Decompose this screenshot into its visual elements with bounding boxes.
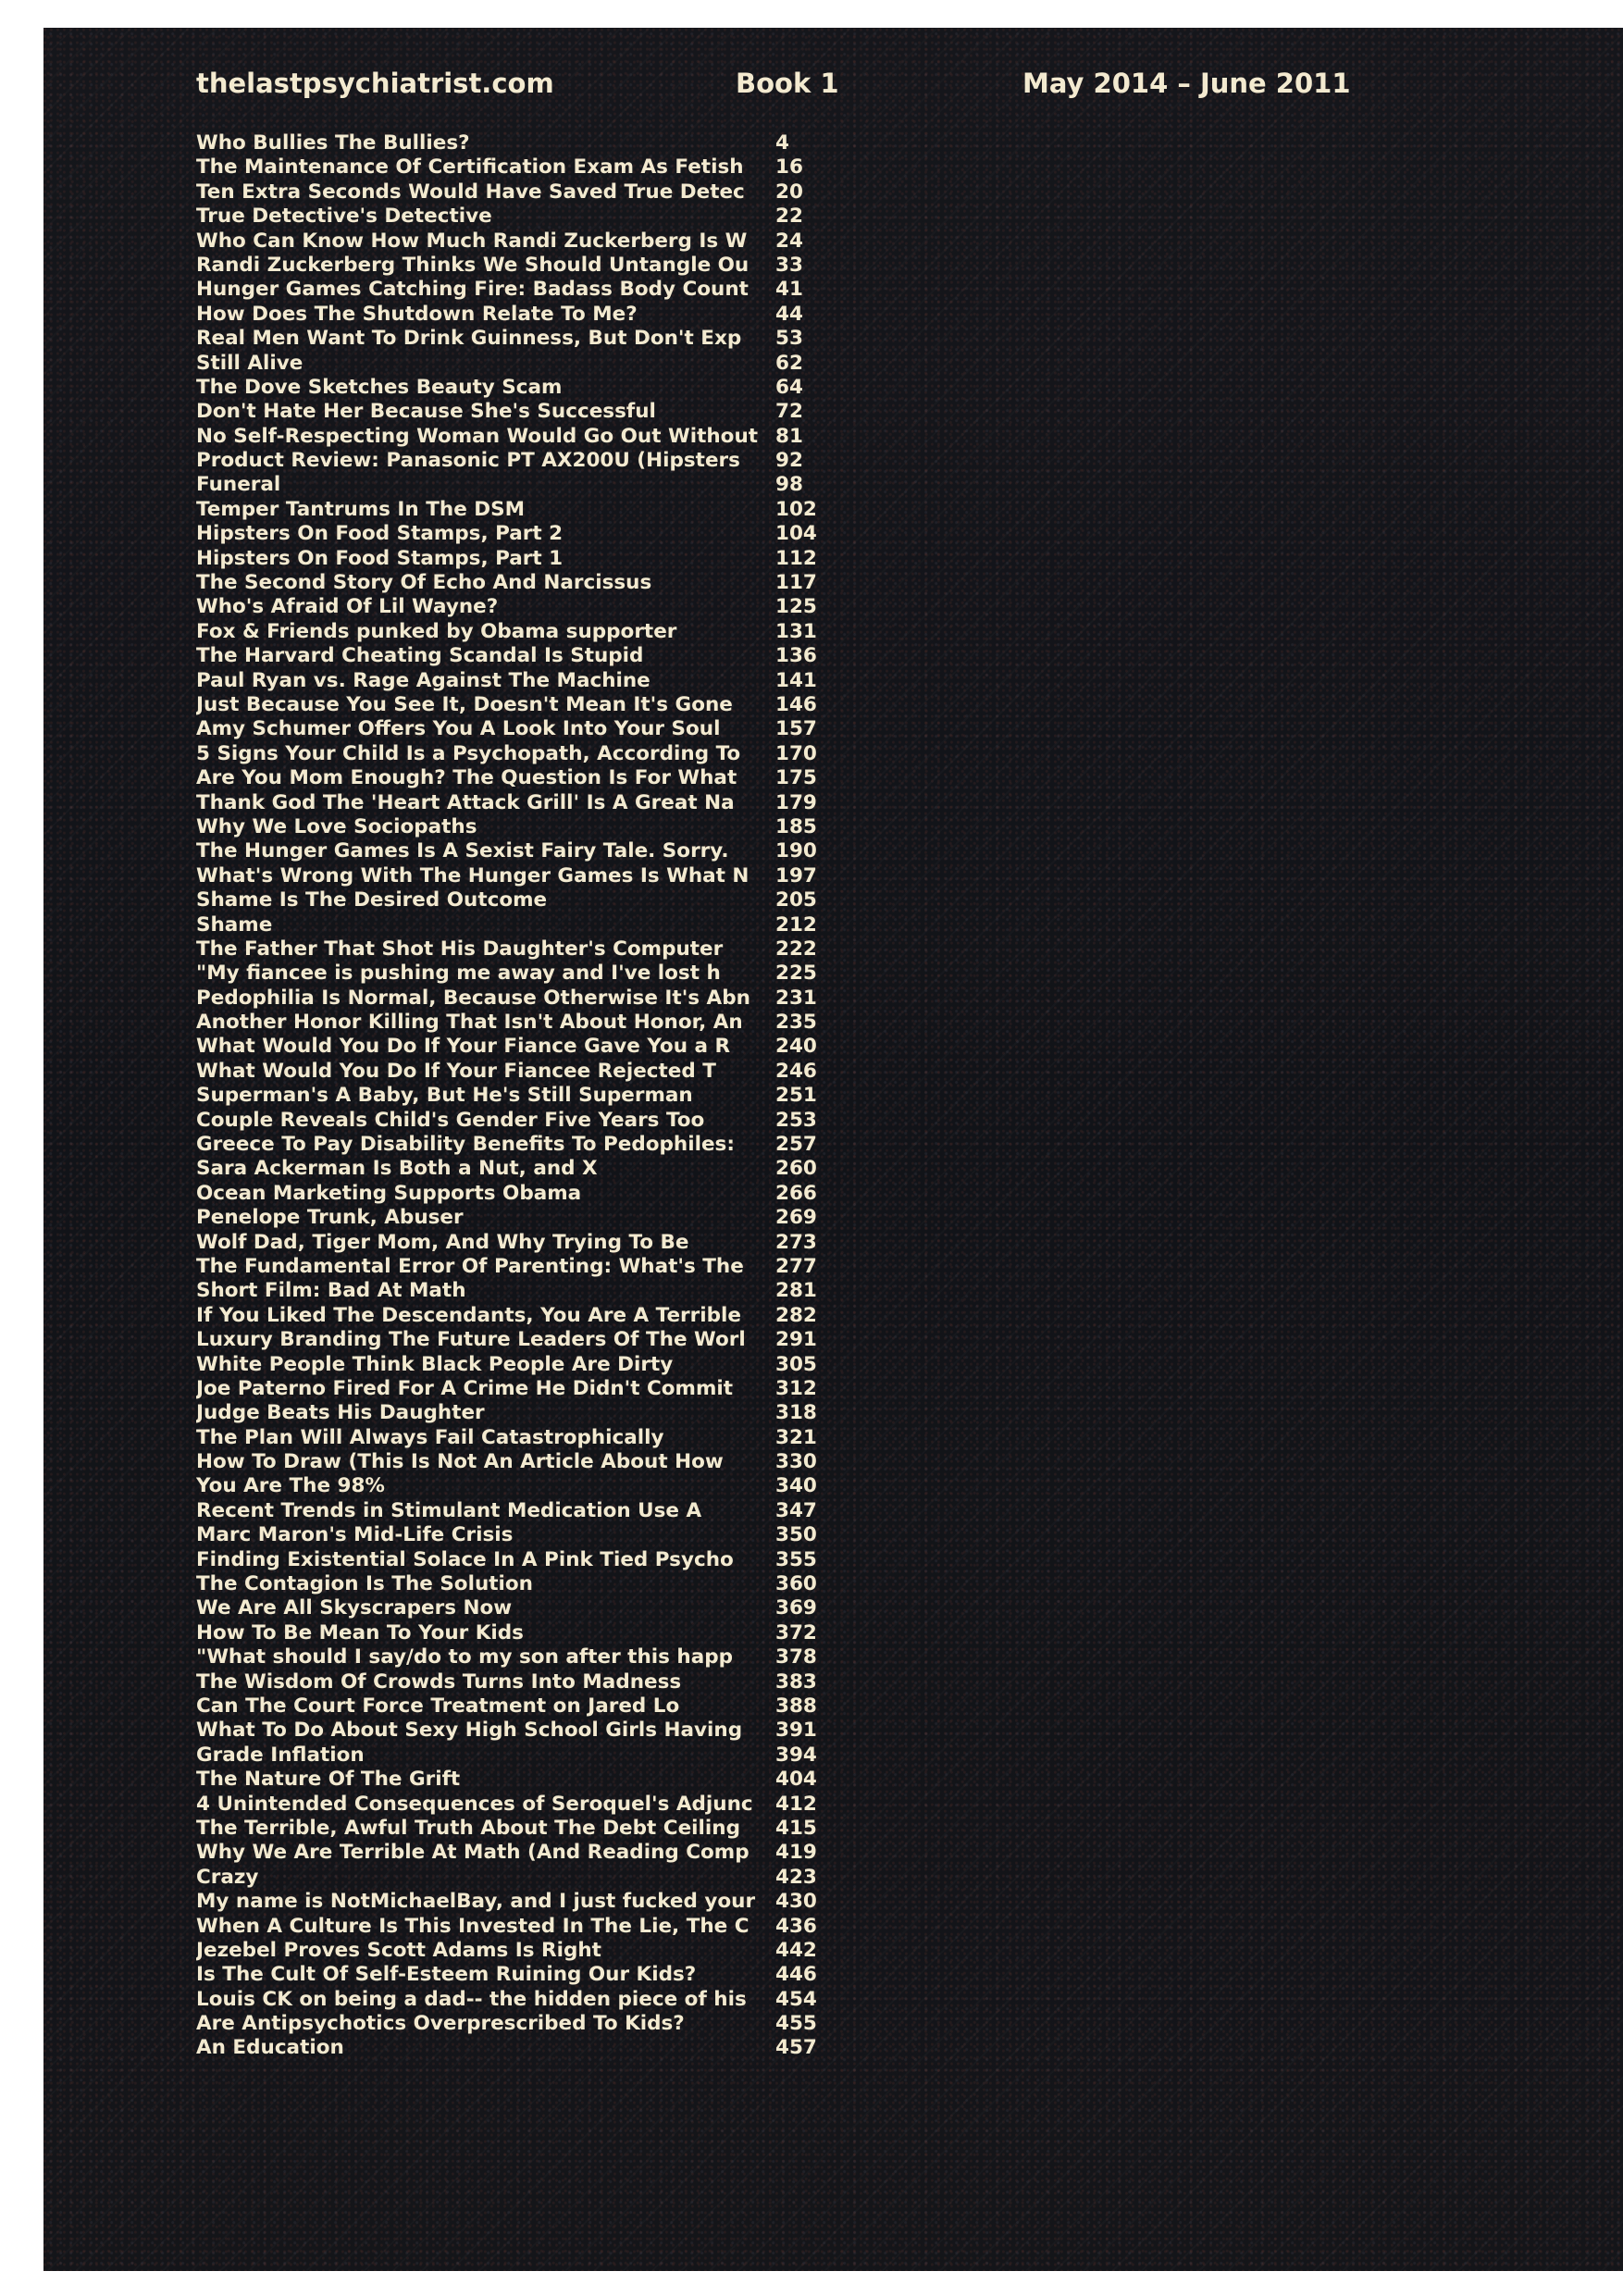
- toc-entry-title: My name is NotMichaelBay, and I just fucked your: [196, 1890, 756, 1914]
- toc-entry-title: Amy Schumer Offers You A Look Into Your Soul: [196, 717, 721, 741]
- toc-entry-page-number: 257: [775, 1133, 817, 1157]
- toc-entry-title: Luxury Branding The Future Leaders Of The Worl: [196, 1328, 746, 1352]
- toc-entry-page-number: 442: [775, 1938, 817, 1962]
- toc-entry-title: The Contagion Is The Solution: [196, 1572, 533, 1596]
- toc-entry: [196, 2036, 817, 2060]
- toc-entry-title: Louis CK on being a dad-- the hidden piece of his: [196, 1987, 747, 2011]
- toc-entry-page-number: 117: [775, 571, 817, 595]
- toc-entry-title: We Are All Skyscrapers Now: [196, 1596, 513, 1620]
- toc-entry: [196, 644, 817, 668]
- toc-entry-page-number: 125: [775, 595, 817, 619]
- toc-entry-title: Paul Ryan vs. Rage Against The Machine: [196, 668, 650, 692]
- toc-entry: [196, 131, 789, 155]
- toc-entry: [196, 1963, 817, 1987]
- toc-entry-title: The Fundamental Error Of Parenting: What's The: [196, 1254, 744, 1278]
- toc-entry-page-number: 235: [775, 1011, 817, 1035]
- toc-entry-page-number: 16: [775, 155, 803, 180]
- toc-entry-title: Wolf Dad, Tiger Mom, And Why Trying To Be: [196, 1230, 689, 1254]
- toc-entry-title: How Does The Shutdown Relate To Me?: [196, 302, 638, 326]
- toc-entry-title: Recent Trends in Stimulant Medication Use A: [196, 1498, 702, 1522]
- toc-entry-title: Why We Love Sociopaths: [196, 814, 477, 838]
- toc-entry-title: 4 Unintended Consequences of Seroquel's Adjunc: [196, 1792, 753, 1816]
- toc-entry: [196, 1401, 817, 1425]
- document-page: [43, 28, 1623, 2271]
- toc-entry-page-number: 423: [775, 1865, 817, 1889]
- toc-entry: [196, 839, 817, 863]
- toc-entry-page-number: 92: [775, 449, 803, 473]
- toc-entry-title: Crazy: [196, 1865, 259, 1889]
- toc-entry-page-number: 321: [775, 1425, 817, 1449]
- toc-entry: [196, 302, 803, 327]
- toc-entry-page-number: 157: [775, 717, 817, 741]
- toc-entry-page-number: 81: [775, 424, 803, 448]
- toc-entry: [196, 912, 817, 937]
- toc-entry: [196, 814, 817, 839]
- toc-entry: [196, 1011, 817, 1035]
- toc-entry-title: Joe Paterno Fired For A Crime He Didn't Commit: [196, 1376, 734, 1400]
- toc-entry: [196, 1865, 817, 1890]
- toc-entry-title: You Are The 98%: [196, 1474, 385, 1498]
- toc-entry-page-number: 33: [775, 253, 803, 277]
- toc-entry-page-number: 318: [775, 1401, 817, 1425]
- toc-entry-page-number: 225: [775, 962, 817, 986]
- toc-entry-page-number: 246: [775, 1059, 817, 1083]
- toc-entry: [196, 668, 817, 693]
- toc-entry: [196, 1279, 817, 1303]
- toc-entry-title: Pedophilia Is Normal, Because Otherwise It's Abn: [196, 986, 750, 1010]
- toc-entry-page-number: 41: [775, 278, 803, 302]
- toc-entry-title: Hunger Games Catching Fire: Badass Body Count: [196, 278, 749, 302]
- toc-entry-title: How To Draw (This Is Not An Article About How: [196, 1450, 724, 1474]
- toc-entry: [196, 1498, 817, 1523]
- toc-entry-title: Ocean Marketing Supports Obama: [196, 1181, 582, 1205]
- toc-entry-title: Judge Beats His Daughter: [196, 1401, 485, 1425]
- toc-entry-page-number: 350: [775, 1523, 817, 1547]
- toc-entry-page-number: 53: [775, 327, 803, 351]
- toc-entry-page-number: 388: [775, 1694, 817, 1718]
- toc-entry-page-number: 112: [775, 546, 817, 570]
- toc-entry-page-number: 347: [775, 1498, 817, 1522]
- toc-entry-page-number: 212: [775, 912, 817, 937]
- toc-entry: [196, 1620, 817, 1645]
- toc-entry-page-number: 394: [775, 1743, 817, 1767]
- toc-entry: [196, 1841, 817, 1865]
- toc-entry: [196, 229, 803, 254]
- toc-entry-title: Is The Cult Of Self-Esteem Ruining Our Kids?: [196, 1963, 697, 1987]
- toc-entry-page-number: 455: [775, 2012, 817, 2036]
- toc-entry-title: What Would You Do If Your Fiancee Rejected T: [196, 1059, 716, 1083]
- toc-entry-title: The Nature Of The Grift: [196, 1768, 461, 1792]
- toc-entry-page-number: 141: [775, 668, 817, 692]
- toc-entry-title: What Would You Do If Your Fiance Gave You a R: [196, 1035, 731, 1059]
- toc-entry: [196, 571, 817, 595]
- toc-entry: [196, 1157, 817, 1181]
- toc-entry-title: Marc Maron's Mid-Life Crisis: [196, 1523, 514, 1547]
- toc-entry: [196, 1352, 817, 1377]
- toc-entry: [196, 790, 817, 815]
- toc-entry-title: An Education: [196, 2036, 344, 2060]
- toc-entry-title: Shame: [196, 912, 273, 937]
- toc-entry-title: When A Culture Is This Invested In The Lie, The C: [196, 1914, 750, 1938]
- toc-entry-title: Why We Are Terrible At Math (And Reading Comp: [196, 1841, 750, 1865]
- toc-entry-title: The Plan Will Always Fail Catastrophically: [196, 1425, 664, 1449]
- toc-entry-title: Are You Mom Enough? The Question Is For What: [196, 766, 737, 790]
- toc-entry-title: Temper Tantrums In The DSM: [196, 497, 525, 521]
- toc-entry: [196, 1768, 817, 1792]
- toc-entry-page-number: 22: [775, 205, 803, 229]
- toc-entry-title: How To Be Mean To Your Kids: [196, 1620, 524, 1644]
- toc-entry-title: The Second Story Of Echo And Narcissus: [196, 571, 652, 595]
- toc-entry-page-number: 102: [775, 497, 817, 521]
- toc-entry-page-number: 415: [775, 1816, 817, 1840]
- toc-entry-page-number: 231: [775, 986, 817, 1010]
- toc-entry-title: Just Because You See It, Doesn't Mean It's Gone: [196, 692, 733, 716]
- toc-entry-title: The Hunger Games Is A Sexist Fairy Tale. Sorry.: [196, 839, 729, 863]
- toc-entry: [196, 1596, 817, 1620]
- toc-entry-title: Ten Extra Seconds Would Have Saved True Detec: [196, 180, 745, 204]
- toc-entry-title: 5 Signs Your Child Is a Psychopath, According To: [196, 741, 741, 765]
- toc-entry: [196, 1572, 817, 1596]
- toc-entry-title: Couple Reveals Child's Gender Five Years Too: [196, 1108, 705, 1132]
- toc-entry: [196, 595, 817, 619]
- toc-entry: [196, 619, 817, 644]
- toc-entry: [196, 278, 803, 302]
- toc-entry: [196, 1523, 817, 1547]
- toc-entry-title: Sara Ackerman Is Both a Nut, and X: [196, 1157, 598, 1181]
- toc-entry: [196, 1792, 817, 1817]
- toc-entry-page-number: 378: [775, 1645, 817, 1669]
- toc-entry-title: Short Film: Bad At Math: [196, 1279, 466, 1303]
- toc-entry-title: Still Alive: [196, 351, 304, 375]
- toc-entry-title: Fox & Friends punked by Obama supporter: [196, 619, 677, 643]
- toc-entry-title: Penelope Trunk, Abuser: [196, 1206, 464, 1230]
- toc-entry-page-number: 190: [775, 839, 817, 863]
- toc-entry-page-number: 251: [775, 1084, 817, 1108]
- toc-entry-title: What's Wrong With The Hunger Games Is What N: [196, 863, 750, 887]
- toc-entry: [196, 1450, 817, 1474]
- toc-entry-page-number: 360: [775, 1572, 817, 1596]
- toc-entry-title: Who Can Know How Much Randi Zuckerberg Is W: [196, 229, 748, 253]
- toc-entry-page-number: 291: [775, 1328, 817, 1352]
- toc-entry: [196, 1890, 817, 1914]
- toc-entry: [196, 692, 817, 717]
- toc-entry: [196, 2012, 817, 2036]
- toc-entry: [196, 1328, 817, 1352]
- toc-entry: [196, 1914, 817, 1939]
- toc-entry-page-number: 340: [775, 1474, 817, 1498]
- toc-entry-title: "What should I say/do to my son after this happ: [196, 1645, 733, 1669]
- toc-entry-page-number: 197: [775, 863, 817, 887]
- toc-entry-page-number: 146: [775, 692, 817, 716]
- toc-entry-page-number: 383: [775, 1669, 817, 1694]
- toc-entry-title: "My fiancee is pushing me away and I've lost h: [196, 962, 721, 986]
- toc-entry: [196, 986, 817, 1011]
- toc-entry-page-number: 170: [775, 741, 817, 765]
- toc-entry: [196, 180, 803, 205]
- toc-entry-page-number: 355: [775, 1547, 817, 1571]
- toc-entry-page-number: 412: [775, 1792, 817, 1816]
- toc-entry: [196, 253, 803, 278]
- toc-entry: [196, 1376, 817, 1401]
- toc-entry: [196, 1743, 817, 1768]
- toc-entry-page-number: 131: [775, 619, 817, 643]
- toc-entry: [196, 1303, 817, 1328]
- toc-entry-title: If You Liked The Descendants, You Are A Terrible: [196, 1303, 741, 1327]
- toc-entry: [196, 1669, 817, 1694]
- toc-entry-title: The Wisdom Of Crowds Turns Into Madness: [196, 1669, 682, 1694]
- toc-entry-page-number: 205: [775, 888, 817, 912]
- toc-entry: [196, 473, 803, 497]
- toc-entry-title: The Terrible, Awful Truth About The Debt Ceiling: [196, 1816, 740, 1840]
- toc-entry-title: Who's Afraid Of Lil Wayne?: [196, 595, 499, 619]
- toc-entry: [196, 546, 817, 571]
- toc-entry-page-number: 104: [775, 522, 817, 546]
- toc-entry-page-number: 419: [775, 1841, 817, 1865]
- toc-entry-page-number: 430: [775, 1890, 817, 1914]
- toc-entry-title: True Detective's Detective: [196, 205, 492, 229]
- toc-entry-page-number: 305: [775, 1352, 817, 1376]
- toc-entry-title: Thank God The 'Heart Attack Grill' Is A Great Na: [196, 790, 735, 814]
- toc-entry-page-number: 282: [775, 1303, 817, 1327]
- toc-entry: [196, 424, 803, 449]
- toc-entry-page-number: 446: [775, 1963, 817, 1987]
- toc-entry-title: Shame Is The Desired Outcome: [196, 888, 548, 912]
- toc-entry: [196, 375, 803, 400]
- toc-entry: [196, 1987, 817, 2012]
- site-title: thelastpsychiatrist.com: [196, 68, 554, 99]
- toc-entry-title: Greece To Pay Disability Benefits To Pedophiles:: [196, 1133, 735, 1157]
- toc-entry-page-number: 457: [775, 2036, 817, 2060]
- toc-entry: [196, 449, 803, 473]
- toc-entry: [196, 1230, 817, 1255]
- toc-entry: [196, 1938, 817, 1963]
- toc-entry-page-number: 266: [775, 1181, 817, 1205]
- toc-entry-page-number: 312: [775, 1376, 817, 1400]
- toc-entry-page-number: 24: [775, 229, 803, 253]
- toc-entry-page-number: 260: [775, 1157, 817, 1181]
- toc-entry-title: The Maintenance Of Certification Exam As Fetish: [196, 155, 744, 180]
- toc-entry-title: Can The Court Force Treatment on Jared Lo: [196, 1694, 680, 1718]
- toc-entry-page-number: 72: [775, 400, 803, 424]
- toc-entry-title: The Dove Sketches Beauty Scam: [196, 375, 563, 399]
- toc-entry-page-number: 273: [775, 1230, 817, 1254]
- toc-entry-title: Don't Hate Her Because She's Successful: [196, 400, 656, 424]
- toc-entry-title: Real Men Want To Drink Guinness, But Don't Exp: [196, 327, 742, 351]
- toc-entry-title: Another Honor Killing That Isn't About Honor, An: [196, 1011, 743, 1035]
- toc-entry: [196, 888, 817, 912]
- toc-entry: [196, 1254, 817, 1279]
- toc-entry: [196, 522, 817, 546]
- toc-entry-title: Grade Inflation: [196, 1743, 365, 1767]
- toc-entry: [196, 1035, 817, 1059]
- toc-entry: [196, 1181, 817, 1206]
- toc-entry-page-number: 20: [775, 180, 803, 204]
- toc-entry: [196, 863, 817, 888]
- toc-entry-page-number: 277: [775, 1254, 817, 1278]
- toc-entry: [196, 1474, 817, 1498]
- table-of-contents: [196, 131, 817, 2061]
- toc-entry: [196, 1547, 817, 1572]
- toc-entry-page-number: 44: [775, 302, 803, 326]
- toc-entry-page-number: 369: [775, 1596, 817, 1620]
- toc-entry: [196, 1645, 817, 1669]
- date-range: May 2014 – June 2011: [1022, 68, 1351, 99]
- toc-entry: [196, 205, 803, 229]
- toc-entry: [196, 1206, 817, 1230]
- toc-entry-page-number: 136: [775, 644, 817, 668]
- toc-entry: [196, 1059, 817, 1084]
- toc-entry: [196, 400, 803, 424]
- page-header: [43, 65, 1623, 102]
- toc-entry-page-number: 222: [775, 937, 817, 961]
- toc-entry: [196, 1133, 817, 1157]
- toc-entry-page-number: 281: [775, 1279, 817, 1303]
- toc-entry: [196, 155, 803, 180]
- toc-entry-title: Hipsters On Food Stamps, Part 1: [196, 546, 564, 570]
- toc-entry: [196, 741, 817, 766]
- toc-entry-title: Funeral: [196, 473, 281, 497]
- toc-entry: [196, 1719, 817, 1743]
- toc-entry-page-number: 253: [775, 1108, 817, 1132]
- toc-entry-title: Who Bullies The Bullies?: [196, 131, 470, 155]
- toc-entry-page-number: 64: [775, 375, 803, 399]
- toc-entry: [196, 1084, 817, 1108]
- toc-entry: [196, 937, 817, 962]
- toc-entry: [196, 962, 817, 986]
- toc-entry-title: The Father That Shot His Daughter's Computer: [196, 937, 724, 961]
- toc-entry: [196, 766, 817, 790]
- toc-entry-title: Jezebel Proves Scott Adams Is Right: [196, 1938, 601, 1962]
- toc-entry: [196, 497, 817, 522]
- toc-entry-title: What To Do About Sexy High School Girls Having: [196, 1719, 743, 1743]
- toc-entry-title: White People Think Black People Are Dirty: [196, 1352, 674, 1376]
- toc-entry-page-number: 98: [775, 473, 803, 497]
- toc-entry-title: Randi Zuckerberg Thinks We Should Untangle Ou: [196, 253, 750, 277]
- toc-entry: [196, 1694, 817, 1719]
- toc-entry-page-number: 179: [775, 790, 817, 814]
- toc-entry-title: Hipsters On Food Stamps, Part 2: [196, 522, 564, 546]
- toc-entry: [196, 1108, 817, 1133]
- toc-entry-page-number: 240: [775, 1035, 817, 1059]
- toc-entry-page-number: 404: [775, 1768, 817, 1792]
- toc-entry-page-number: 330: [775, 1450, 817, 1474]
- book-label: Book 1: [736, 68, 839, 99]
- toc-entry-title: The Harvard Cheating Scandal Is Stupid: [196, 644, 644, 668]
- toc-entry-page-number: 269: [775, 1206, 817, 1230]
- toc-entry-page-number: 185: [775, 814, 817, 838]
- toc-entry-page-number: 62: [775, 351, 803, 375]
- toc-entry-page-number: 454: [775, 1987, 817, 2011]
- toc-entry-title: Superman's A Baby, But He's Still Superman: [196, 1084, 693, 1108]
- toc-entry-title: Are Antipsychotics Overprescribed To Kids?: [196, 2012, 685, 2036]
- toc-entry: [196, 351, 803, 376]
- toc-entry-page-number: 4: [775, 131, 789, 155]
- toc-entry-page-number: 175: [775, 766, 817, 790]
- toc-entry-page-number: 436: [775, 1914, 817, 1938]
- toc-entry-page-number: 372: [775, 1620, 817, 1644]
- toc-entry-title: Finding Existential Solace In A Pink Tied Psycho: [196, 1547, 734, 1571]
- toc-entry-title: No Self-Respecting Woman Would Go Out Without: [196, 424, 759, 448]
- toc-entry: [196, 1425, 817, 1450]
- toc-entry-page-number: 391: [775, 1719, 817, 1743]
- toc-entry: [196, 717, 817, 741]
- toc-entry: [196, 1816, 817, 1841]
- toc-entry-title: Product Review: Panasonic PT AX200U (Hipsters: [196, 449, 740, 473]
- toc-entry: [196, 327, 803, 351]
